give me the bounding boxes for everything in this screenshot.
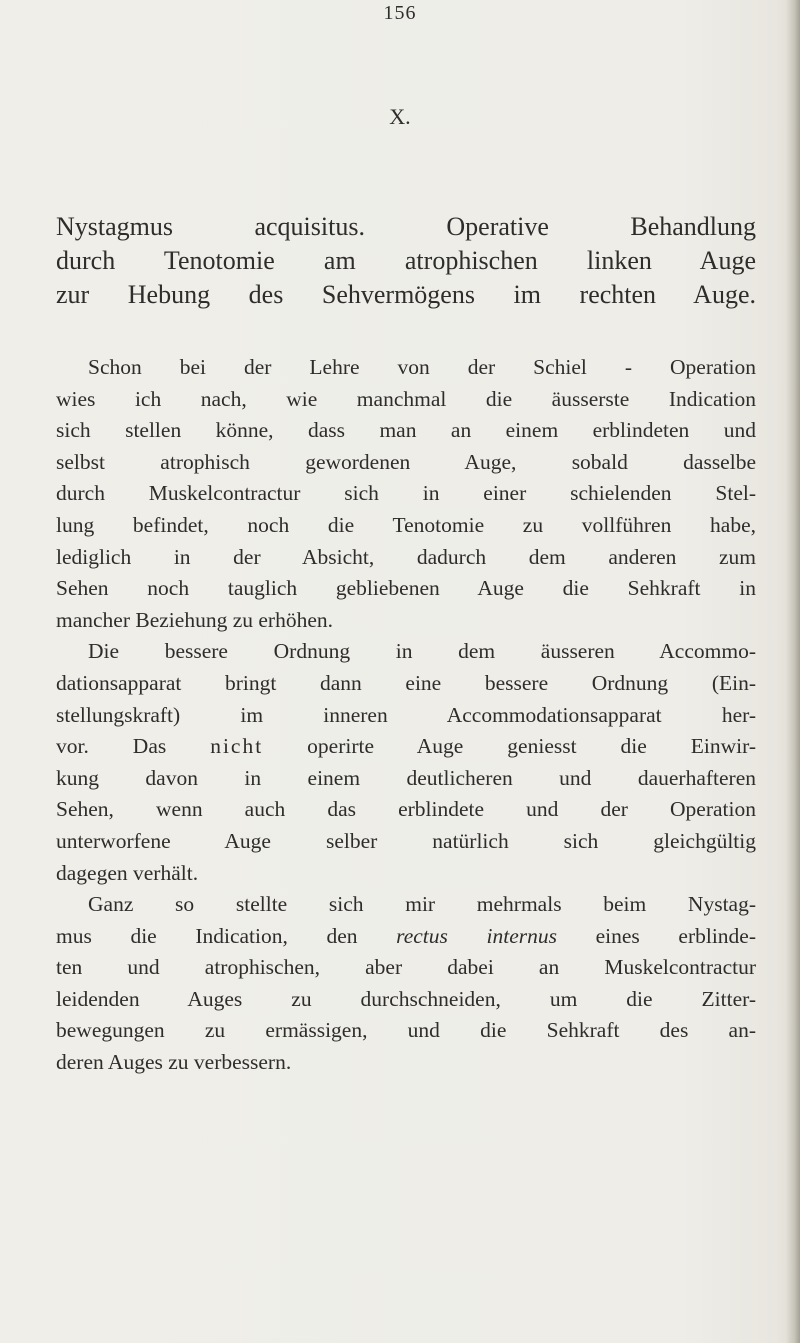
text-line: deren Auges zu verbessern.	[56, 1050, 292, 1075]
text-line: selbst atrophisch gewordenen Auge, sobald dasselbe	[56, 449, 756, 474]
text-line: lediglich in der Absicht, dadurch dem anderen zum	[56, 544, 756, 569]
text-line: dationsapparat bringt dann eine bessere Ordnung (Ein-	[56, 670, 756, 695]
text-line: lung befindet, noch die Tenotomie zu vollführen habe,	[56, 512, 756, 537]
text-line: durch Muskelcontractur sich in einer schielenden Stel-	[56, 481, 756, 506]
text-line: bewegungen zu ermässigen, und die Sehkraft des an-	[56, 1018, 756, 1043]
text-line: unterworfene Auge selber natürlich sich gleichgültig	[56, 828, 756, 853]
text-fragment: operirte Auge geniesst die Einwir-	[263, 734, 756, 759]
chapter-heading	[56, 210, 756, 312]
text-line	[56, 921, 756, 953]
heading-line: Nystagmus acquisitus. Operative Behandlung	[56, 212, 756, 241]
spaced-emphasis: nicht	[210, 734, 264, 759]
paragraph-3	[56, 889, 756, 1079]
italic-term: rectus internus	[396, 923, 557, 948]
text-line: wies ich nach, wie manchmal die äusserste Indication	[56, 386, 756, 411]
text-fragment: eines erblinde-	[557, 923, 757, 948]
body-text	[56, 352, 756, 1079]
text-fragment: vor. Das	[56, 734, 211, 759]
heading-line: zur Hebung des Sehvermögens im rechten Auge.	[56, 280, 756, 309]
chapter-number: X.	[389, 104, 411, 129]
text-line: Schon bei der Lehre von der Schiel - Operation	[88, 355, 756, 379]
text-line: Sehen noch tauglich gebliebenen Auge die Sehkraft in	[56, 576, 756, 601]
text-line: Ganz so stellte sich mir mehrmals beim Nystag-	[88, 892, 756, 917]
text-line: dagegen verhält.	[56, 860, 199, 885]
text-line	[56, 731, 756, 763]
page-number: 156	[383, 2, 417, 24]
heading-line: durch Tenotomie am atrophischen linken Auge	[56, 246, 756, 275]
paragraph-1	[56, 352, 756, 636]
text-line: sich stellen könne, dass man an einem erblindeten und	[56, 418, 756, 443]
text-line: leidenden Auges zu durchschneiden, um die Zitter-	[56, 986, 756, 1011]
text-line: kung davon in einem deutlicheren und dauerhafteren	[56, 765, 756, 790]
text-line: ten und atrophischen, aber dabei an Muskelcontractur	[56, 955, 756, 980]
page-edge-shadow	[786, 0, 800, 1343]
text-line: Sehen, wenn auch das erblindete und der Operation	[56, 797, 756, 822]
text-line: stellungskraft) im inneren Accommodationsapparat her-	[56, 702, 756, 727]
paragraph-2	[56, 636, 756, 889]
text-line: Die bessere Ordnung in dem äusseren Accommo-	[88, 639, 756, 664]
text-fragment: mus die Indication, den	[56, 923, 397, 948]
text-line: mancher Beziehung zu erhöhen.	[56, 607, 333, 632]
